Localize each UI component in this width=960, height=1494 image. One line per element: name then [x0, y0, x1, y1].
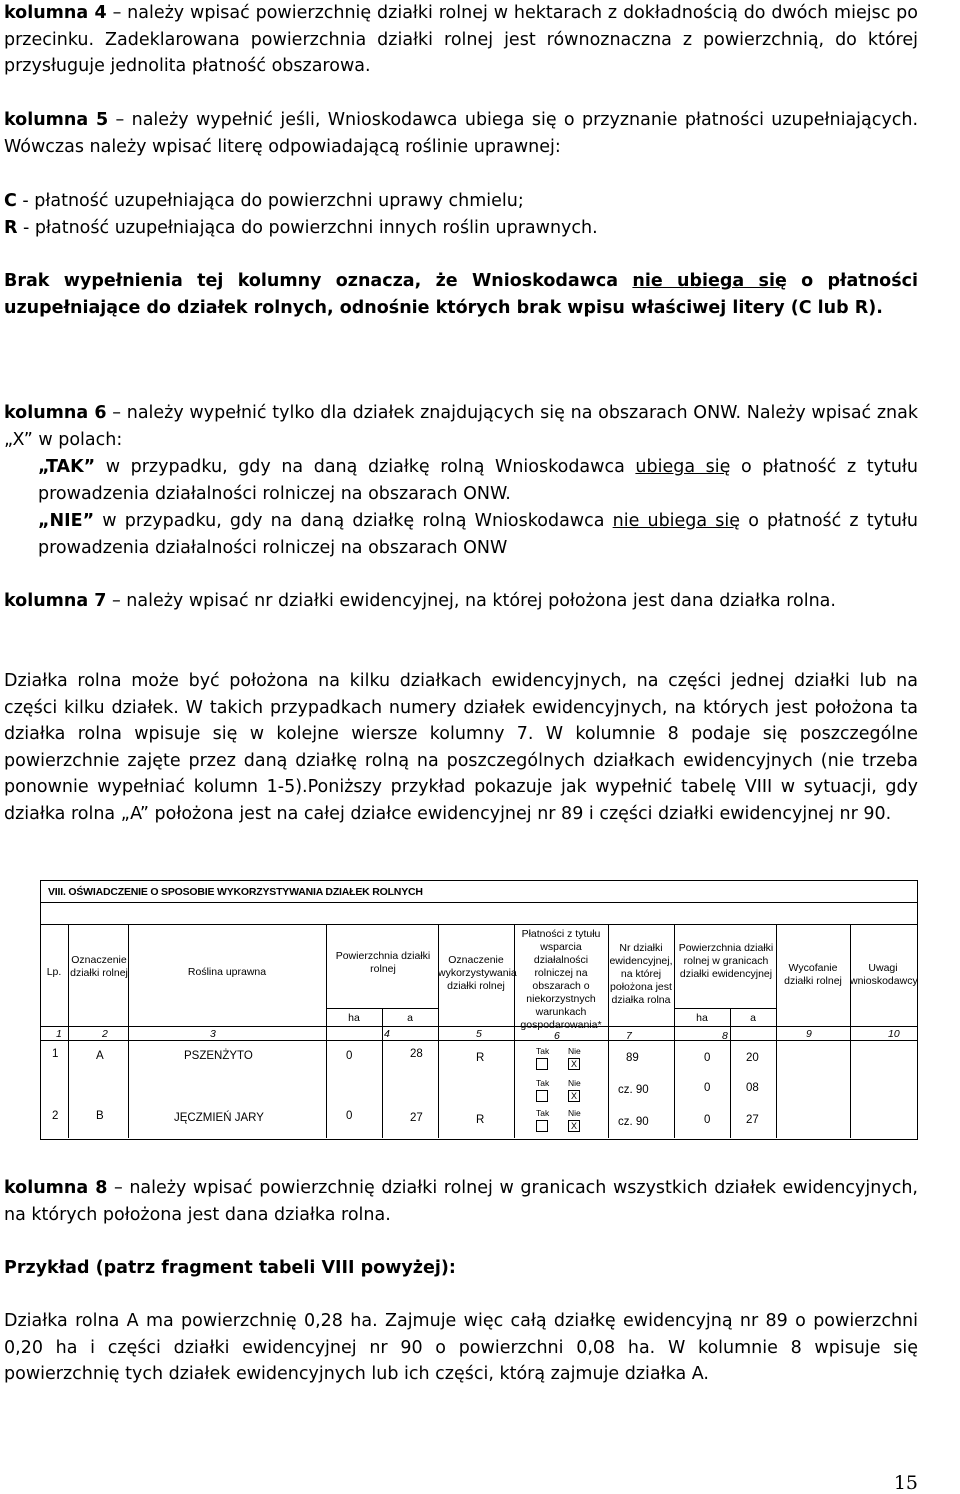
cell-a: 28 [410, 1048, 423, 1060]
col-number: 4 [384, 1028, 390, 1040]
explanation-paragraph: Działka rolna może być położona na kilku działkach ewidencyjnych, na części jednej działki lub na części kilku działek. W takich przypadkach numery działek ewidencyjnych, na których jest położona ta działka rolna wpisuje się w kolejne wiersze kolumny 7. W kolumnie 8 podaje się poszczególne powierzchnie zajęte przez daną działkę rolną na poszczególnych działkach ewidencyjnych (nie trzeba ponownie wypełniać kolumn 1-5).Poniższy przykład pokazuje jak wypełnić tabelę VIII w sytuacji, gdy działka rolna „A” położona jest na całej działce ewidencyjnej nr 89 i części działki ewidencyjnej nr 90. [4, 671, 918, 824]
cell-lp: 2 [52, 1110, 59, 1122]
divider [40, 902, 918, 903]
cell-nr-dzialki: cz. 90 [618, 1116, 649, 1128]
kolumna-6-text: – należy wypełnić tylko dla działek znajdujących się na obszarach ONW. Należy wpisać znak „X” w polach: [4, 403, 919, 450]
list-item-r [4, 215, 918, 242]
tak-underlined: ubiega się [635, 457, 731, 477]
col-number: 10 [888, 1028, 900, 1040]
nie-checkbox[interactable]: X [568, 1120, 580, 1132]
cell-pow-ha: 0 [704, 1114, 711, 1126]
nie-checkbox[interactable]: X [568, 1090, 580, 1102]
nie-label: Nie [568, 1108, 581, 1118]
cell-pow-ha: 0 [704, 1052, 711, 1064]
kolumna-4-section [4, 0, 918, 80]
list-item-code: R [4, 217, 18, 238]
kolumna-7-text: – należy wpisać nr działki ewidencyjnej, na której położona jest dana działka rolna. [106, 591, 836, 611]
header-lp: Lp. [46, 966, 62, 978]
cell-roslina: JĘCZMIEŃ JARY [174, 1112, 264, 1124]
tak-text: o płatność z tytułu prowadzenia działalności rolniczej na obszarach ONW. [38, 457, 918, 504]
divider [730, 1008, 731, 1138]
tak-text: w przypadku, gdy na daną działkę rolną Wnioskodawca [95, 457, 636, 477]
header-powierzchnia: Powierzchnia działki rolnej [335, 950, 431, 975]
cell-pow-a: 27 [746, 1114, 759, 1126]
header-pow-granicach: Powierzchnia działki rolnej w granicach działki ewidencyjnej [678, 942, 774, 980]
cell-a: 27 [410, 1112, 423, 1124]
nie-text: o płatność z tytułu prowadzenia działalności rolniczej na obszarach ONW [38, 511, 918, 558]
divider [674, 1008, 776, 1009]
cell-nr-dzialki: 89 [626, 1052, 639, 1064]
nie-paragraph [4, 508, 918, 561]
divider [674, 924, 675, 1138]
kolumna-8-label: kolumna 8 [4, 1178, 108, 1198]
col-number: 3 [210, 1028, 216, 1040]
col-number: 9 [806, 1028, 812, 1040]
tak-label: Tak [536, 1078, 550, 1088]
cell-pow-a: 20 [746, 1052, 759, 1064]
divider [40, 1040, 918, 1041]
divider [128, 924, 129, 1138]
divider [776, 924, 777, 1138]
divider [326, 924, 327, 1138]
kolumna-5-section [4, 107, 918, 160]
tak-checkbox[interactable] [536, 1120, 548, 1132]
section-title: VIII. OŚWIADCZENIE O SPOSOBIE WYKORZYSTYWANIA DZIAŁEK ROLNYCH [48, 886, 423, 898]
kolumna-5-label: kolumna 5 [4, 110, 109, 130]
col-number: 1 [56, 1028, 62, 1040]
kolumna-8-text: – należy wpisać powierzchnię działki rolnej w granicach wszystkich działek ewidencyjnych, na których położona jest dana działka rolna. [4, 1178, 918, 1225]
kolumna-4-text: – należy wpisać powierzchnię działki rolnej w hektarach z dokładnością do dwóch miejsc po przecinku. Zadeklarowana powierzchnia działki rolnej jest równoznaczna z powierzchnią, do której przysługuje jednolita płatność obszarowa. [4, 3, 919, 76]
divider [382, 1008, 383, 1138]
cell-wykorzystywanie: R [476, 1114, 485, 1126]
kolumna-4-paragraph [4, 0, 918, 80]
header-oznaczenie: Oznaczenie działki rolnej [70, 954, 128, 979]
nie-underlined: nie ubiega się [612, 511, 741, 531]
example-paragraph: Działka rolna A ma powierzchnię 0,28 ha. Zajmuje więc całą działkę ewidencyjną nr 89 o powierzchni 0,20 ha i części działki ewidencyjnej nr 90 o powierzchni 0,08 ha. W kolumnie 8 wpisuje się powierzchnię tych działek ewidencyjnych lub ich części, którą zajmuje działka A. [4, 1311, 918, 1384]
cell-ha: 0 [346, 1110, 353, 1122]
divider [40, 924, 918, 925]
form-table-viii [40, 880, 918, 1140]
divider [850, 924, 851, 1138]
divider [40, 1026, 918, 1027]
note-underlined: nie ubiega się [632, 271, 787, 291]
note-text: Brak wypełnienia tej kolumny oznacza, że Wnioskodawca [4, 271, 633, 291]
tak-label: „TAK” [38, 457, 96, 477]
cell-ha: 0 [346, 1050, 353, 1062]
header-a: a [750, 1012, 756, 1024]
kolumna-7-label: kolumna 7 [4, 591, 107, 611]
kolumna-7-section [4, 588, 918, 615]
table-frame [40, 880, 918, 1140]
header-nr-dzialki: Nr działki ewidencyjnej, na której położona jest działka rolna [609, 942, 673, 1006]
cell-roslina: PSZENŻYTO [184, 1050, 253, 1062]
list-item-text: - płatność uzupełniająca do powierzchni uprawy chmielu; [16, 191, 524, 211]
cell-pow-a: 08 [746, 1082, 759, 1094]
cell-pow-ha: 0 [704, 1082, 711, 1094]
kolumna-5-text: – należy wypełnić jeśli, Wnioskodawca ubiega się o przyznanie płatności uzupełniających. Wówczas należy wpisać literę odpowiadającą roślinie uprawnej: [4, 110, 919, 157]
page-number: 15 [893, 1472, 918, 1494]
cell-oznaczenie: A [96, 1050, 104, 1062]
tak-checkbox[interactable] [536, 1090, 548, 1102]
header-ha: ha [348, 1012, 360, 1024]
tak-label: Tak [536, 1046, 550, 1056]
col-number: 7 [626, 1030, 632, 1042]
example-title: Przykład (patrz fragment tabeli VIII powyżej): [4, 1258, 456, 1278]
kolumna-5-note [4, 268, 918, 321]
tak-label: Tak [536, 1108, 550, 1118]
cell-lp: 1 [52, 1048, 59, 1060]
kolumna-8-section [4, 1175, 918, 1228]
col-number: 2 [102, 1028, 108, 1040]
note-text: o płatności uzupełniające do działek rolnych, odnośnie których brak wpisu właściwej litery (C lub R). [4, 271, 918, 318]
list-item-c [4, 188, 918, 215]
nie-text: w przypadku, gdy na daną działkę rolną Wnioskodawca [94, 511, 613, 531]
col-number: 6 [554, 1030, 560, 1042]
divider [68, 924, 69, 1138]
cell-wykorzystywanie: R [476, 1052, 485, 1064]
header-a: a [407, 1012, 413, 1024]
header-roslina: Roślina uprawna [187, 966, 267, 978]
divider [326, 1008, 438, 1009]
kolumna-5-paragraph [4, 107, 918, 160]
list-item-code: C [4, 191, 17, 211]
col-number: 8 [722, 1030, 728, 1042]
list-item-text: - płatność uzupełniająca do powierzchni innych roślin uprawnych. [17, 217, 598, 238]
kolumna-6-section [4, 400, 918, 453]
nie-checkbox[interactable]: X [568, 1058, 580, 1070]
cell-nr-dzialki: cz. 90 [618, 1084, 649, 1096]
kolumna-5-list [4, 188, 918, 241]
header-wykorzystywania: Oznaczenie wykorzystywania działki rolnej [438, 954, 517, 992]
kolumna-6-paragraph [4, 400, 918, 453]
nie-label: „NIE” [38, 511, 95, 531]
nie-label: Nie [568, 1078, 581, 1088]
tak-checkbox[interactable] [536, 1058, 548, 1070]
cell-oznaczenie: B [96, 1110, 104, 1122]
header-ha: ha [696, 1012, 708, 1024]
header-platnosci: Płatności z tytułu wsparcia działalności rolniczej na obszarach o niekorzystnych warunkach gospodarowania* [520, 928, 602, 1031]
col-number: 5 [476, 1028, 482, 1040]
kolumna-4-label: kolumna 4 [4, 3, 107, 23]
tak-paragraph [4, 454, 918, 507]
header-wycofanie: Wycofanie działki rolnej [784, 962, 842, 987]
header-uwagi: Uwagi wnioskodawcy [850, 962, 918, 987]
kolumna-6-label: kolumna 6 [4, 403, 107, 423]
nie-label: Nie [568, 1046, 581, 1056]
